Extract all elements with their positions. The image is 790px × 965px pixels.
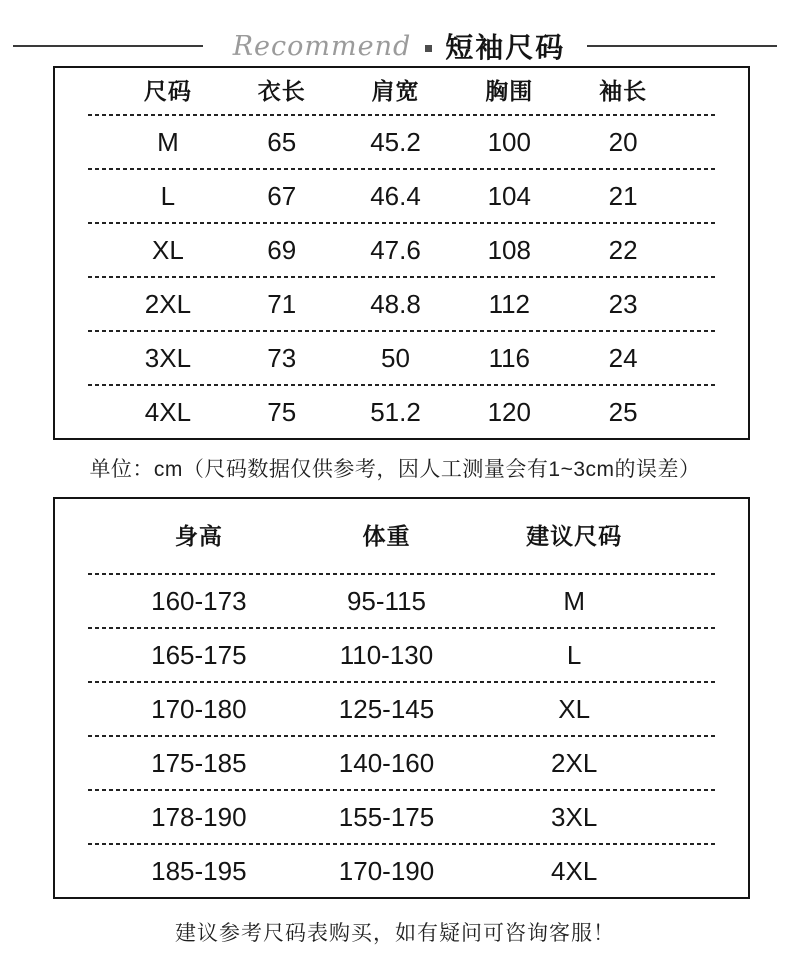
table-cell: 65 bbox=[267, 127, 297, 157]
table-cell: XL bbox=[151, 235, 184, 265]
table-cell: 22 bbox=[608, 235, 638, 265]
table-row bbox=[55, 278, 748, 330]
column-header: 肩宽 bbox=[371, 77, 420, 104]
unit-note: 单位：cm（尺码数据仅供参考，因人工测量会有1~3cm的误差） bbox=[89, 458, 701, 481]
table-cell: 160-173 bbox=[151, 586, 247, 616]
table-cell: 71 bbox=[267, 289, 297, 319]
table-row bbox=[55, 629, 748, 681]
table-cell: 75 bbox=[267, 397, 297, 427]
table-cell: 2XL bbox=[551, 748, 598, 778]
table-cell: M bbox=[157, 127, 179, 157]
table-row bbox=[55, 170, 748, 222]
section-header bbox=[0, 0, 790, 66]
header-rule-right bbox=[587, 45, 777, 47]
table-cell: 2XL bbox=[144, 289, 192, 319]
table-row bbox=[55, 332, 748, 384]
table-cell: 170-180 bbox=[151, 694, 247, 724]
column-header: 衣长 bbox=[257, 77, 306, 104]
table-cell: 45.2 bbox=[370, 127, 421, 157]
table-cell: 178-190 bbox=[151, 802, 247, 832]
table-cell: 21 bbox=[608, 181, 638, 211]
table-row bbox=[55, 845, 748, 897]
table-cell: XL bbox=[558, 694, 591, 724]
fit-table-header-row bbox=[55, 499, 748, 573]
table-cell: 3XL bbox=[551, 802, 598, 832]
page-title: 短袖尺码 bbox=[445, 32, 566, 63]
column-header: 身高 bbox=[174, 522, 223, 549]
size-table-header-row bbox=[55, 68, 748, 114]
table-cell: 100 bbox=[487, 127, 531, 157]
table-cell: L bbox=[566, 640, 582, 670]
table-cell: 4XL bbox=[551, 856, 598, 886]
footer-note: 建议参考尺码表购买，如有疑问可咨询客服！ bbox=[175, 922, 615, 945]
table-cell: 108 bbox=[487, 235, 531, 265]
table-row bbox=[55, 791, 748, 843]
table-cell: 185-195 bbox=[151, 856, 247, 886]
table-cell: 24 bbox=[608, 343, 638, 373]
table-row bbox=[55, 386, 748, 438]
table-cell: 73 bbox=[267, 343, 297, 373]
table-cell: 48.8 bbox=[370, 289, 421, 319]
column-header: 袖长 bbox=[599, 77, 648, 104]
table-cell: 175-185 bbox=[151, 748, 247, 778]
table-cell: 120 bbox=[487, 397, 531, 427]
table-row bbox=[55, 224, 748, 276]
table-cell: 95-115 bbox=[346, 586, 426, 616]
table-cell: 20 bbox=[608, 127, 638, 157]
table-cell: 165-175 bbox=[151, 640, 247, 670]
header-rule-left bbox=[13, 45, 203, 47]
table-cell: 51.2 bbox=[370, 397, 421, 427]
table-cell: 104 bbox=[487, 181, 531, 211]
table-cell: M bbox=[563, 586, 585, 616]
table-row bbox=[55, 737, 748, 789]
table-cell: 46.4 bbox=[370, 181, 421, 211]
column-header: 体重 bbox=[362, 522, 411, 549]
table-cell: 3XL bbox=[144, 343, 192, 373]
size-table bbox=[53, 66, 750, 440]
table-cell: 116 bbox=[488, 343, 531, 373]
table-cell: 170-190 bbox=[338, 856, 435, 886]
fit-table bbox=[53, 497, 750, 899]
table-cell: 110-130 bbox=[339, 640, 434, 670]
table-cell: 140-160 bbox=[338, 748, 435, 778]
table-row bbox=[55, 575, 748, 627]
table-cell: 25 bbox=[608, 397, 638, 427]
table-cell: L bbox=[160, 181, 176, 211]
table-cell: 23 bbox=[608, 289, 638, 319]
square-bullet-icon bbox=[425, 45, 432, 52]
table-cell: 125-145 bbox=[338, 694, 435, 724]
table-cell: 155-175 bbox=[338, 802, 435, 832]
table-cell: 4XL bbox=[144, 397, 192, 427]
table-row bbox=[55, 116, 748, 168]
column-header: 尺码 bbox=[143, 77, 192, 104]
table-cell: 112 bbox=[488, 289, 531, 319]
column-header: 胸围 bbox=[485, 77, 534, 104]
table-cell: 50 bbox=[381, 343, 410, 373]
table-cell: 47.6 bbox=[370, 235, 421, 265]
table-cell: 67 bbox=[267, 181, 297, 211]
table-row bbox=[55, 683, 748, 735]
table-cell: 69 bbox=[267, 235, 297, 265]
column-header: 建议尺码 bbox=[526, 522, 623, 549]
brand-script-text: Recommend bbox=[232, 30, 412, 62]
